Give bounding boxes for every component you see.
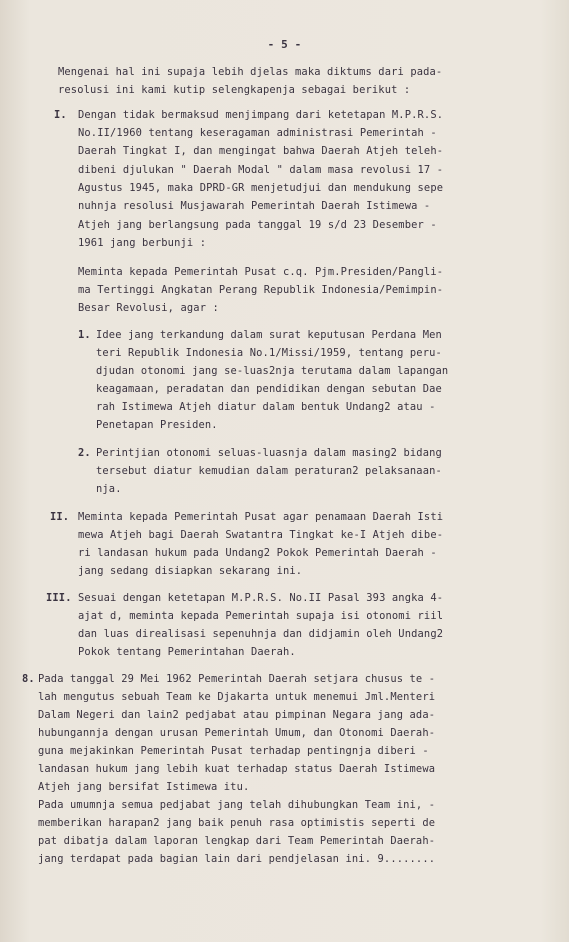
item-I-line-text: Agustus 1945, maka DPRD-GR menjetudjui dan mendukung sepe xyxy=(78,182,444,194)
item-II-line: Meminta kepada Pemerintah Pusat agar penamaan Daerah Isti xyxy=(78,511,444,523)
item-III-line: ajat d, meminta kepada Pemerintah supaja isi otonomi riil xyxy=(78,610,444,622)
item-I-line xyxy=(78,179,443,197)
item-I-line: dibeni djulukan " Daerah Modal " dalam masa revolusi 17 - xyxy=(78,164,444,176)
item-8-line: guna mejakinkan Pemerintah Pusat terhadap pentingnja diberi - xyxy=(38,745,429,757)
point-1-line: Idee jang terkandung dalam surat keputusan Perdana Men xyxy=(96,329,442,341)
point-2-marker: 2. xyxy=(78,447,91,459)
item-I-line: Dengan tidak bermaksud menjimpang dari ketetapan M.P.R.S. xyxy=(78,109,444,121)
item-8-marker: 8. xyxy=(22,673,35,685)
item-8-line: memberikan harapan2 jang baik penuh rasa optimistis seperti de xyxy=(38,817,436,829)
item-8-line: Atjeh jang bersifat Istimewa itu. xyxy=(38,781,250,793)
item-8-line: Pada umumnja semua pedjabat jang telah dihubungkan Team ini, - xyxy=(38,799,436,811)
item-I-request-line: Besar Revolusi, agar : xyxy=(78,302,219,314)
point-1-line: Penetapan Presiden. xyxy=(96,419,218,431)
item-III-marker: III. xyxy=(46,592,72,604)
intro-line: resolusi ini kami kutip selengkapenja sebagai berikut : xyxy=(58,84,411,96)
item-I-request-line: ma Tertinggi Angkatan Perang Republik Indonesia/Pemimpin- xyxy=(78,284,444,296)
item-II-line: jang sedang disiapkan sekarang ini. xyxy=(78,565,303,577)
item-III-line: Sesuai dengan ketetapan M.P.R.S. No.II Pasal 393 angka 4- xyxy=(78,592,444,604)
item-I-line: nuhnja resolusi Musjawarah Pemerintah Daerah Istimewa - xyxy=(78,200,431,212)
item-II-line: ri landasan hukum pada Undang2 Pokok Pemerintah Daerah - xyxy=(78,547,437,559)
item-I-line: Daerah Tingkat I, dan mengingat bahwa Daerah Atjeh teleh- xyxy=(78,145,444,157)
item-I-line: No.II/1960 tentang keseragaman administrasi Pemerintah - xyxy=(78,127,437,139)
item-II-line: mewa Atjeh bagi Daerah Swatantra Tingkat ke-I Atjeh dibe- xyxy=(78,529,444,541)
item-I-marker: I. xyxy=(54,109,67,121)
item-I-request-line: Meminta kepada Pemerintah Pusat c.q. Pjm.Presiden/Pangli- xyxy=(78,266,444,278)
point-2-line: Perintjian otonomi seluas-luasnja dalam masing2 bidang xyxy=(96,447,442,459)
point-1-line: rah Istimewa Atjeh diatur dalam bentuk Undang2 atau - xyxy=(96,401,436,413)
item-8-line: Dalam Negeri dan lain2 pedjabat atau pimpinan Negara jang ada- xyxy=(38,709,436,721)
item-III-line: dan luas direalisasi sepenuhnja dan didjamin oleh Undang2 xyxy=(78,628,444,640)
point-2-line: tersebut diatur kemudian dalam peraturan2 pelaksanaan- xyxy=(96,465,442,477)
item-8-line: pat dibatja dalam laporan lengkap dari Team Pemerintah Daerah- xyxy=(38,835,436,847)
point-1-line: teri Republik Indonesia No.1/Missi/1959, tentang peru- xyxy=(96,347,442,359)
item-8-line: hubungannja dengan urusan Pemerintah Umum, dan Otonomi Daerah- xyxy=(38,727,436,739)
point-1-marker: 1. xyxy=(78,329,91,341)
point-1-line: djudan otonomi jang se-luas2nja terutama dalam lapangan xyxy=(96,365,449,377)
intro-line: Mengenai hal ini supaja lebih djelas maka diktums dari pada- xyxy=(58,66,443,78)
item-8-line: landasan hukum jang lebih kuat terhadap status Daerah Istimewa xyxy=(38,763,436,775)
item-8-line: jang terdapat pada bagian lain dari pendjelasan ini. 9........ xyxy=(38,853,436,865)
item-III-line: Pokok tentang Pemerintahan Daerah. xyxy=(78,646,296,658)
point-1-line: keagamaan, peradatan dan pendidikan dengan sebutan Dae xyxy=(96,383,442,395)
page-number: - 5 - xyxy=(267,38,302,51)
item-8-line: lah mengutus sebuah Team ke Djakarta untuk menemui Jml.Menteri xyxy=(38,691,436,703)
item-I-line: 1961 jang berbunji : xyxy=(78,237,207,249)
item-8-line: Pada tanggal 29 Mei 1962 Pemerintah Daerah setjara chusus te - xyxy=(38,673,436,685)
item-I-line: Atjeh jang berlangsung pada tanggal 19 s/d 23 Desember - xyxy=(78,219,437,231)
item-II-marker: II. xyxy=(50,511,70,523)
point-2-line: nja. xyxy=(96,483,122,495)
